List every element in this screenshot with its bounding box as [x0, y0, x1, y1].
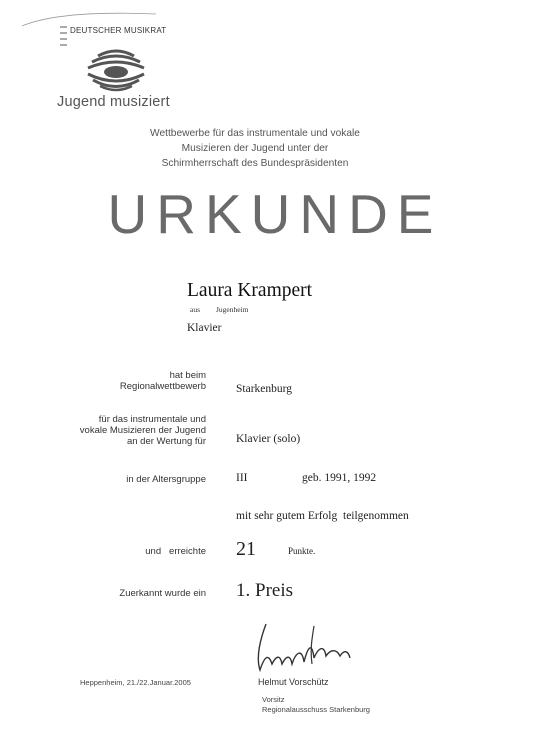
participant-instrument: Klavier	[187, 322, 222, 334]
origin-prefix: aus	[190, 305, 200, 314]
category-label: für das instrumentale und vokale Musizieren der Jugend an der Wertung für	[79, 414, 206, 447]
program-name: Jugend musiziert	[57, 94, 170, 110]
points-unit: Punkte.	[288, 546, 316, 556]
signature	[250, 618, 360, 680]
origin-town: Jugenheim	[216, 305, 249, 314]
subtitle-line: Schirmherrschaft des Bundespräsidenten	[161, 158, 349, 169]
signer-role: Vorsitz	[262, 695, 285, 704]
participant-name: Laura Krampert	[187, 280, 313, 301]
signer-committee: Regionalausschuss Starkenburg	[262, 705, 370, 714]
signer-name: Helmut Vorschütz	[258, 677, 329, 687]
competition-label: hat beim Regionalwettbewerb	[119, 370, 206, 392]
certificate-title: URKUNDE	[107, 183, 443, 245]
jugend-musiziert-logo-icon	[84, 48, 148, 92]
result-text: mit sehr gutem Erfolg teilgenommen	[236, 510, 409, 522]
age-group-value: III	[236, 472, 248, 484]
organization-name: DEUTSCHER MUSIKRAT	[70, 26, 167, 35]
subtitle	[110, 126, 400, 171]
musikrat-mark-icon	[60, 25, 68, 47]
prize-value: 1. Preis	[236, 580, 293, 601]
age-group-label: in der Altersgruppe	[126, 474, 206, 485]
place-date: Heppenheim, 21./22.Januar.2005	[80, 678, 191, 687]
points-label: und erreichte	[145, 546, 206, 557]
category-value: Klavier (solo)	[236, 433, 301, 445]
subtitle-line: Wettbewerbe für das instrumentale und vokale	[150, 128, 360, 139]
competition-value: Starkenburg	[236, 383, 293, 395]
prize-label: Zuerkannt wurde ein	[119, 588, 206, 599]
header-arc	[20, 8, 160, 28]
birth-years: geb. 1991, 1992	[302, 472, 377, 484]
points-value: 21	[236, 538, 256, 560]
subtitle-line: Musizieren der Jugend unter der	[181, 143, 329, 154]
